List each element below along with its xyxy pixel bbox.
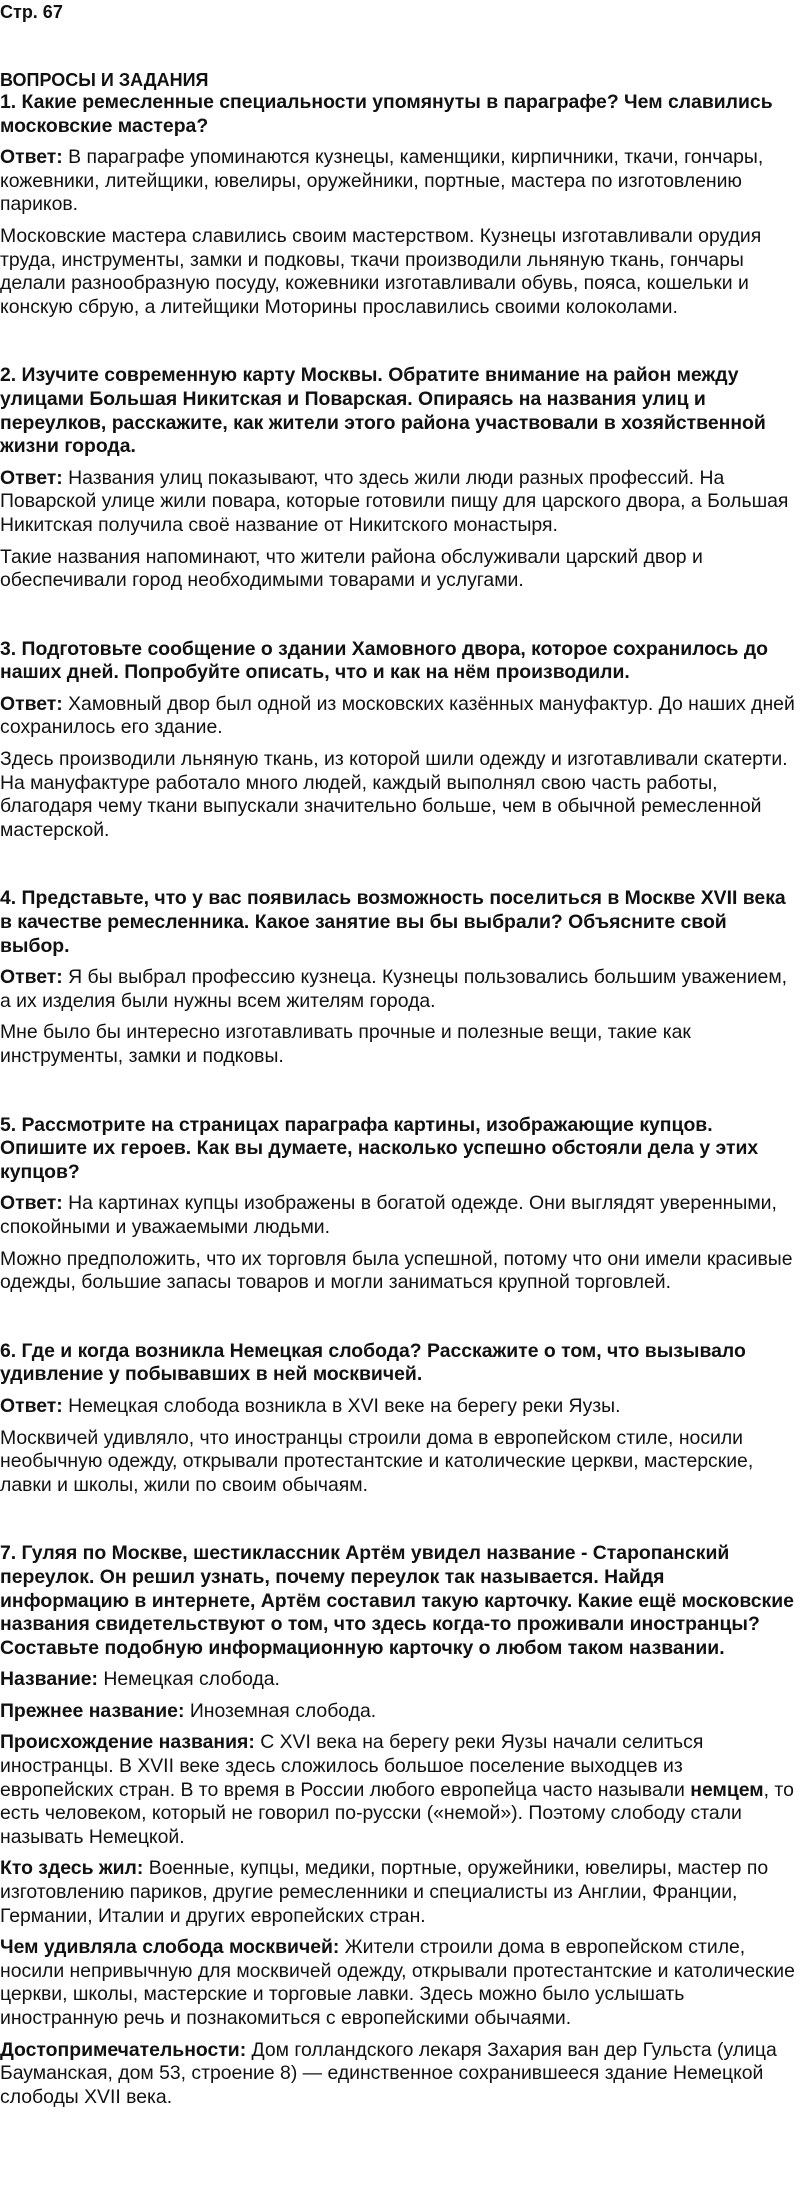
card-name-value: Немецкая слобода. bbox=[103, 1668, 280, 1691]
answer-paragraph: Москвичей удивляло, что иностранцы строили дома в европейском стиле, носили необычную одежду, открывали протестантские и католические церкви, мастерские, лавки и школы, жили по своим обычаям. bbox=[0, 1426, 754, 1496]
answer-4 bbox=[0, 966, 796, 1013]
question-block-5 bbox=[0, 1114, 796, 1295]
question-block-3 bbox=[0, 638, 796, 843]
question-block-1 bbox=[0, 91, 796, 319]
question-block-2 bbox=[0, 364, 796, 592]
card-sights-label: Достопримечательности: bbox=[0, 2038, 247, 2061]
card-surprise-label: Чем удивляла слобода москвичей: bbox=[0, 1936, 340, 1959]
card-residents-label: Кто здесь жил: bbox=[0, 1857, 144, 1880]
question-block-7 bbox=[0, 1542, 796, 2109]
question-block-6 bbox=[0, 1340, 796, 1498]
card-former-name bbox=[0, 1700, 796, 1724]
page-number: Стр. 67 bbox=[0, 2, 63, 22]
answer-label: Ответ: bbox=[0, 966, 63, 989]
answer-5 bbox=[0, 1192, 796, 1239]
card-former-label: Прежнее название: bbox=[0, 1699, 185, 1722]
qa-list bbox=[0, 91, 796, 1497]
card-origin-text-2: , то есть человеком, который не говорил по-русски («немой»). Поэтому слободу стали называть Немецкой. bbox=[0, 1778, 794, 1848]
question-2: 2. Изучите современную карту Москвы. Обратите внимание на район между улицами Большая Никитская и Поварская. Опираясь на названия улиц и переулков, расскажите, как жители этого района участвовали в хозяйственной жизни города. bbox=[0, 364, 766, 458]
question-4: 4. Представьте, что у вас появилась возможность поселиться в Москве XVII века в качестве ремесленника. Какое занятие вы бы выбрали? Объясните свой выбор. bbox=[0, 887, 786, 957]
answer-text: На картинах купцы изображены в богатой одежде. Они выглядят уверенными, спокойными и уважаемыми людьми. bbox=[0, 1192, 777, 1238]
card-origin-bold: немцем bbox=[690, 1778, 764, 1801]
card-surprise bbox=[0, 1936, 796, 2030]
answer-label: Ответ: bbox=[0, 1394, 63, 1417]
card-residents bbox=[0, 1857, 796, 1928]
answer-2 bbox=[0, 467, 796, 538]
question-6: 6. Где и когда возникла Немецкая слобода? Расскажите о том, что вызывало удивление у побывавших в ней москвичей. bbox=[0, 1339, 746, 1386]
answer-text: В параграфе упоминаются кузнецы, каменщики, кирпичники, ткачи, гончары, кожевники, литейщики, ювелиры, оружейники, портные, мастера по изготовлению париков. bbox=[0, 146, 764, 216]
section-title: ВОПРОСЫ И ЗАДАНИЯ bbox=[0, 70, 209, 90]
card-origin-text-1: С XVI века на берегу реки Яузы начали селиться иностранцы. В XVII веке здесь сложилось большое поселение выходцев из европейских стран. В то время в России любого европейца часто называли bbox=[0, 1731, 704, 1801]
answer-text: Хамовный двор был одной из московских казённых мануфактур. До наших дней сохранилось его здание. bbox=[0, 692, 795, 739]
answer-label: Ответ: bbox=[0, 466, 63, 489]
card-sights bbox=[0, 2039, 796, 2110]
answer-text: Немецкая слобода возникла в XVI веке на берегу реки Яузы. bbox=[68, 1394, 621, 1417]
card-sights-value: Дом голландского лекаря Захария ван дер Гульста (улица Бауманская, дом 53, строение 8) — единственное сохранившееся здание Немецкой слободы XVII века. bbox=[0, 2038, 777, 2108]
answer-3 bbox=[0, 693, 796, 740]
card-residents-value: Военные, купцы, медики, портные, оружейники, ювелиры, мастер по изготовлению париков, другие ремесленники и специалисты из Англии, Франции, Германии, Италии и других европейских стран. bbox=[0, 1857, 769, 1927]
answer-label: Ответ: bbox=[0, 146, 63, 169]
question-5: 5. Рассмотрите на страницах параграфа картины, изображающие купцов. Опишите их героев. Как вы думаете, насколько успешно обстояли дела у этих купцов? bbox=[0, 1113, 759, 1183]
card-name-label: Название: bbox=[0, 1668, 98, 1691]
answer-6 bbox=[0, 1395, 796, 1419]
card-name bbox=[0, 1668, 796, 1692]
question-3: 3. Подготовьте сообщение о здании Хамовного двора, которое сохранилось до наших дней. Попробуйте описать, что и как на нём производили. bbox=[0, 637, 769, 684]
question-block-4 bbox=[0, 887, 796, 1068]
question-7: 7. Гуляя по Москве, шестиклассник Артём увидел название - Старопанский переулок. Он решил узнать, почему переулок так называется. Найдя информацию в интернете, Артём составил такую карточку. Какие ещё московские названия свидетельствуют о том, что здесь когда-то проживали иностранцы? Составьте подобную информационную карточку о любом таком названии. bbox=[0, 1542, 794, 1659]
card-surprise-value: Жители строили дома в европейском стиле, носили непривычную для москвичей одежду, открывали протестантские и католические церкви, школы, мастерские и торговые лавки. Здесь можно было услышать иностранную речь и познакомиться с европейскими обычаями. bbox=[0, 1936, 795, 2029]
answer-paragraph: Такие названия напоминают, что жители района обслуживали царский двор и обеспечивали город необходимыми товарами и услугами. bbox=[0, 545, 703, 592]
answer-text: Названия улиц показывают, что здесь жили люди разных профессий. На Поварской улице жили повара, которые готовили пищу для царского двора, а Большая Никитская получила своё название от Никитского монастыря. bbox=[0, 466, 789, 536]
answer-paragraph: Мне было бы интересно изготавливать прочные и полезные вещи, такие как инструменты, замки и подковы. bbox=[0, 1021, 691, 1067]
card-origin-label: Происхождение названия: bbox=[0, 1731, 255, 1754]
answer-text: Я бы выбрал профессию кузнеца. Кузнецы пользовались большим уважением, а их изделия были нужны всем жителям города. bbox=[0, 966, 788, 1012]
card-former-value: Иноземная слобода. bbox=[189, 1699, 377, 1722]
answer-label: Ответ: bbox=[0, 692, 63, 715]
answer-paragraph: Московские мастера славились своим мастерством. Кузнецы изготавливали орудия труда, инструменты, замки и подковы, ткачи производили льняную ткань, гончары делали разнообразную посуду, кожевники изготавливали обувь, пояса, кошельки и конскую сбрую, а литейщики Моторины прославились своими колоколами. bbox=[0, 224, 762, 318]
answer-paragraph: Здесь производили льняную ткань, из которой шили одежду и изготавливали скатерти. На мануфактуре работало много людей, каждый выполнял свою часть работы, благодаря чему ткани выпускали значительно больше, чем в обычной ремесленной мастерской. bbox=[0, 748, 788, 841]
answer-label: Ответ: bbox=[0, 1192, 63, 1215]
card-origin bbox=[0, 1731, 796, 1849]
question-1: 1. Какие ремесленные специальности упомянуты в параграфе? Чем славились московские мастера? bbox=[0, 91, 773, 137]
answer-1 bbox=[0, 146, 796, 217]
answer-paragraph: Можно предположить, что их торговля была успешной, потому что они имели красивые одежды, большие запасы товаров и могли заниматься крупной торговлей. bbox=[0, 1247, 793, 1294]
